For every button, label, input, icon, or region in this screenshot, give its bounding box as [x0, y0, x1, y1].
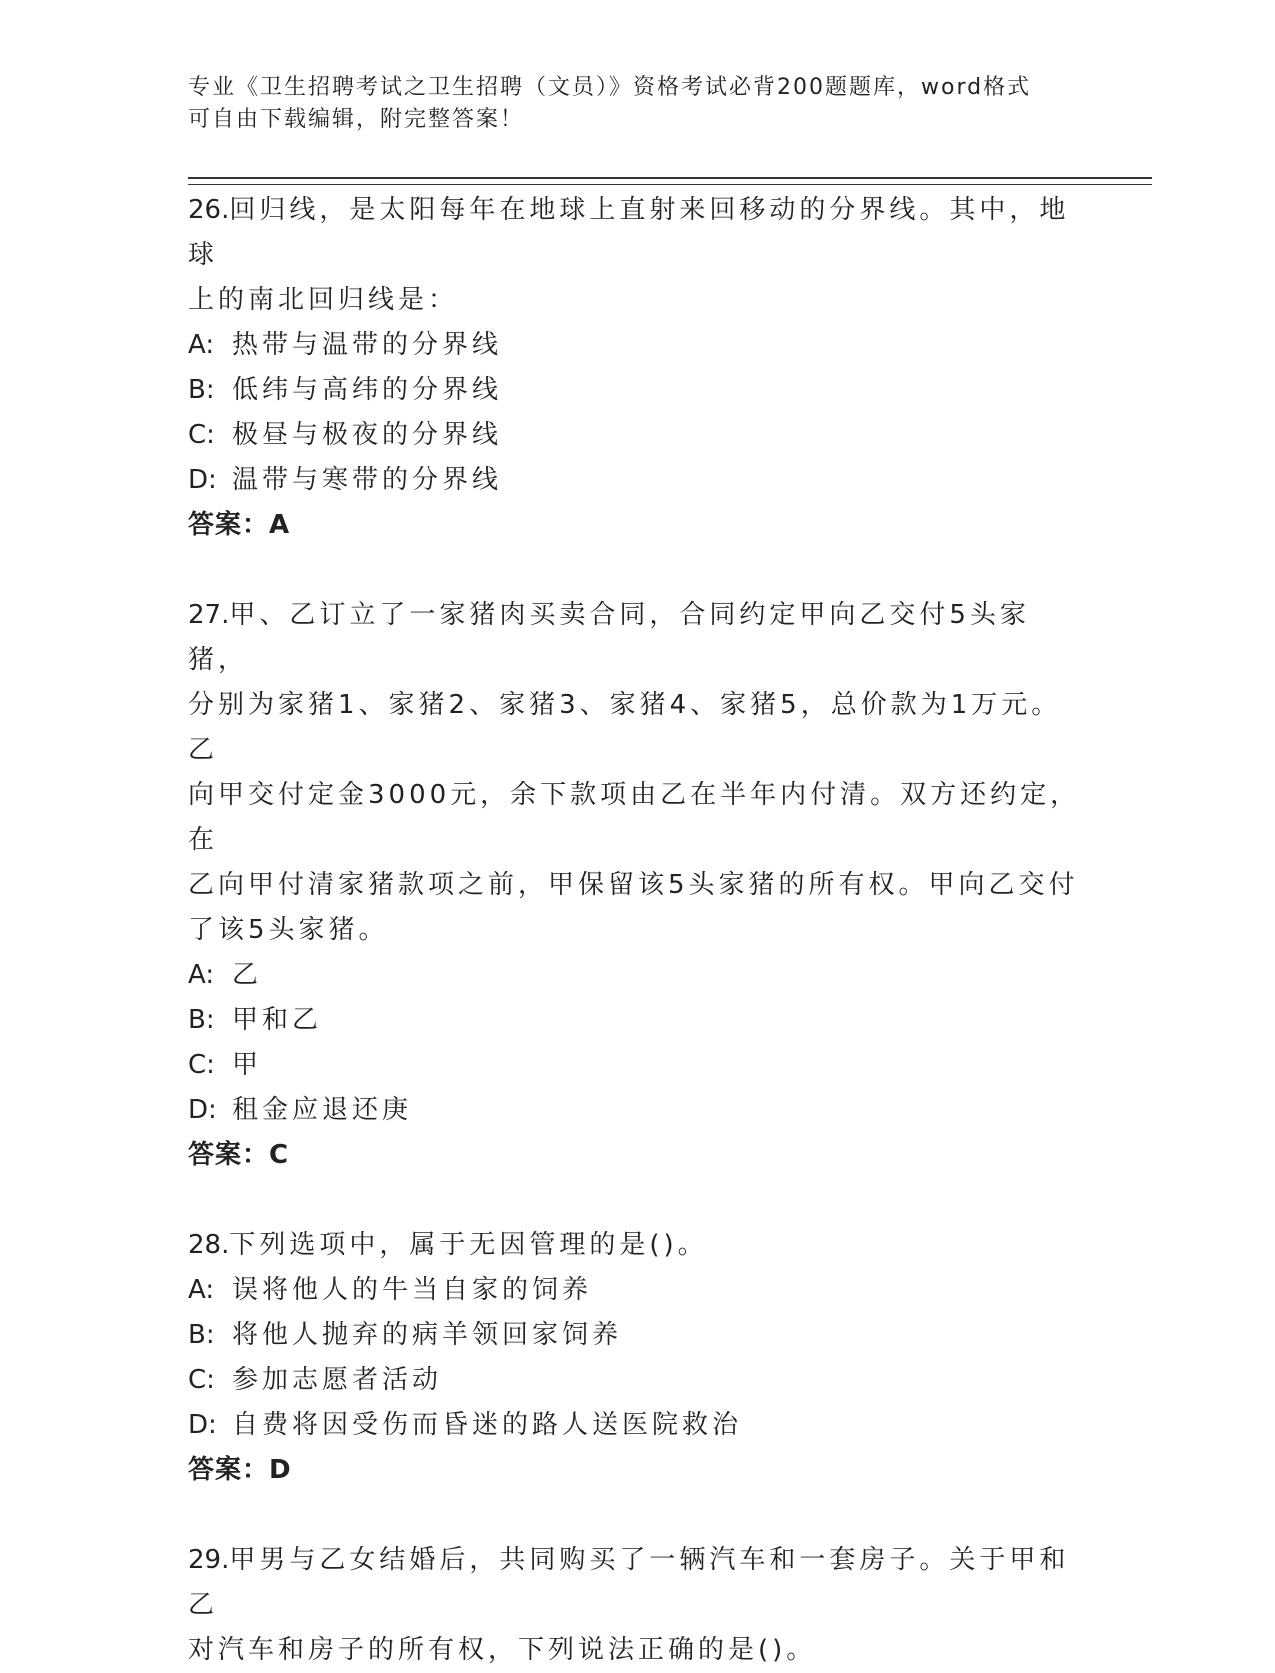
option-text: 误将他人的牛当自家的饲养 [232, 1275, 593, 1305]
question-text-line [188, 593, 1088, 683]
question-item [188, 593, 1088, 1178]
question-spacer [188, 1493, 1088, 1538]
question-text-line [188, 1628, 1088, 1673]
option-text: 参加志愿者活动 [232, 1365, 443, 1395]
question-text-line [188, 683, 1088, 773]
question-text: 向甲交付定金3000元，余下款项由乙在半年内付清。双方还约定，在 [188, 780, 1081, 855]
question-number: 27. [188, 600, 230, 630]
question-number: 26. [188, 195, 230, 225]
question-text-line [188, 1223, 1088, 1268]
option-text: 低纬与高纬的分界线 [232, 375, 503, 405]
option-key: C: [188, 1050, 215, 1080]
answer-line: 答案：C [188, 1140, 290, 1170]
option-text: 租金应退还庚 [232, 1095, 413, 1125]
question-text: 分别为家猪1、家猪2、家猪3、家猪4、家猪5，总价款为1万元。乙 [188, 690, 1062, 765]
option-item [188, 1268, 1088, 1313]
question-text-line [188, 773, 1088, 863]
option-item [188, 323, 1088, 368]
answer-line: 答案：A [188, 510, 291, 540]
option-text: 甲和乙 [232, 1005, 323, 1035]
question-text: 了该5头家猪。 [188, 915, 389, 945]
question-text-line [188, 908, 1088, 953]
option-text: 将他人抛弃的病羊领回家饲养 [232, 1320, 623, 1350]
option-text: 自费将因受伤而昏迷的路人送医院救治 [232, 1410, 743, 1440]
option-key: C: [188, 1365, 215, 1395]
option-item [188, 368, 1088, 413]
option-text: 温带与寒带的分界线 [232, 465, 503, 495]
question-spacer [188, 548, 1088, 593]
question-item [188, 1223, 1088, 1493]
answer-line: 答案：D [188, 1455, 292, 1485]
question-number: 29. [188, 1545, 230, 1575]
question-text-line [188, 278, 1088, 323]
option-key: B: [188, 375, 215, 405]
option-text: 极昼与极夜的分界线 [232, 420, 503, 450]
header-divider-thick [188, 177, 1152, 179]
option-item [188, 1043, 1088, 1088]
option-item [188, 953, 1088, 998]
option-key: A: [188, 960, 215, 990]
option-key: A: [188, 330, 215, 360]
question-text: 下列选项中，属于无因管理的是()。 [229, 1230, 708, 1260]
option-item [188, 1358, 1088, 1403]
question-text: 乙向甲付清家猪款项之前，甲保留该5头家猪的所有权。甲向乙交付 [188, 870, 1079, 900]
header-divider-thin [188, 184, 1152, 185]
question-number: 28. [188, 1230, 230, 1260]
question-spacer [188, 1178, 1088, 1223]
question-text-line [188, 1538, 1088, 1628]
option-text: 热带与温带的分界线 [232, 330, 503, 360]
option-key: D: [188, 465, 217, 495]
option-key: B: [188, 1320, 215, 1350]
option-item [188, 458, 1088, 503]
header-line-2: 可自由下载编辑，附完整答案！ [188, 107, 525, 132]
question-text: 甲、乙订立了一家猪肉买卖合同，合同约定甲向乙交付5头家猪， [188, 600, 1030, 675]
option-item [188, 1403, 1088, 1448]
question-item [188, 188, 1088, 548]
question-text: 回归线，是太阳每年在地球上直射来回移动的分界线。其中，地球 [188, 195, 1070, 270]
question-text: 对汽车和房子的所有权，下列说法正确的是()。 [188, 1635, 817, 1665]
question-text-line [188, 188, 1088, 278]
option-item [188, 413, 1088, 458]
question-list [188, 188, 1088, 1673]
option-key: D: [188, 1410, 217, 1440]
question-text: 甲男与乙女结婚后，共同购买了一辆汽车和一套房子。关于甲和乙 [188, 1545, 1070, 1620]
option-text: 乙 [232, 960, 263, 990]
option-key: B: [188, 1005, 215, 1035]
option-item [188, 998, 1088, 1043]
option-key: D: [188, 1095, 217, 1125]
option-item [188, 1088, 1088, 1133]
document-header [188, 72, 1088, 136]
question-text-line [188, 863, 1088, 908]
question-text: 上的南北回归线是： [188, 285, 459, 315]
option-item [188, 1313, 1088, 1358]
option-key: C: [188, 420, 215, 450]
option-key: A: [188, 1275, 215, 1305]
option-text: 甲 [232, 1050, 263, 1080]
header-line-1: 专业《卫生招聘考试之卫生招聘（文员）》资格考试必背200题题库，word格式 [188, 75, 1032, 100]
question-item [188, 1538, 1088, 1673]
